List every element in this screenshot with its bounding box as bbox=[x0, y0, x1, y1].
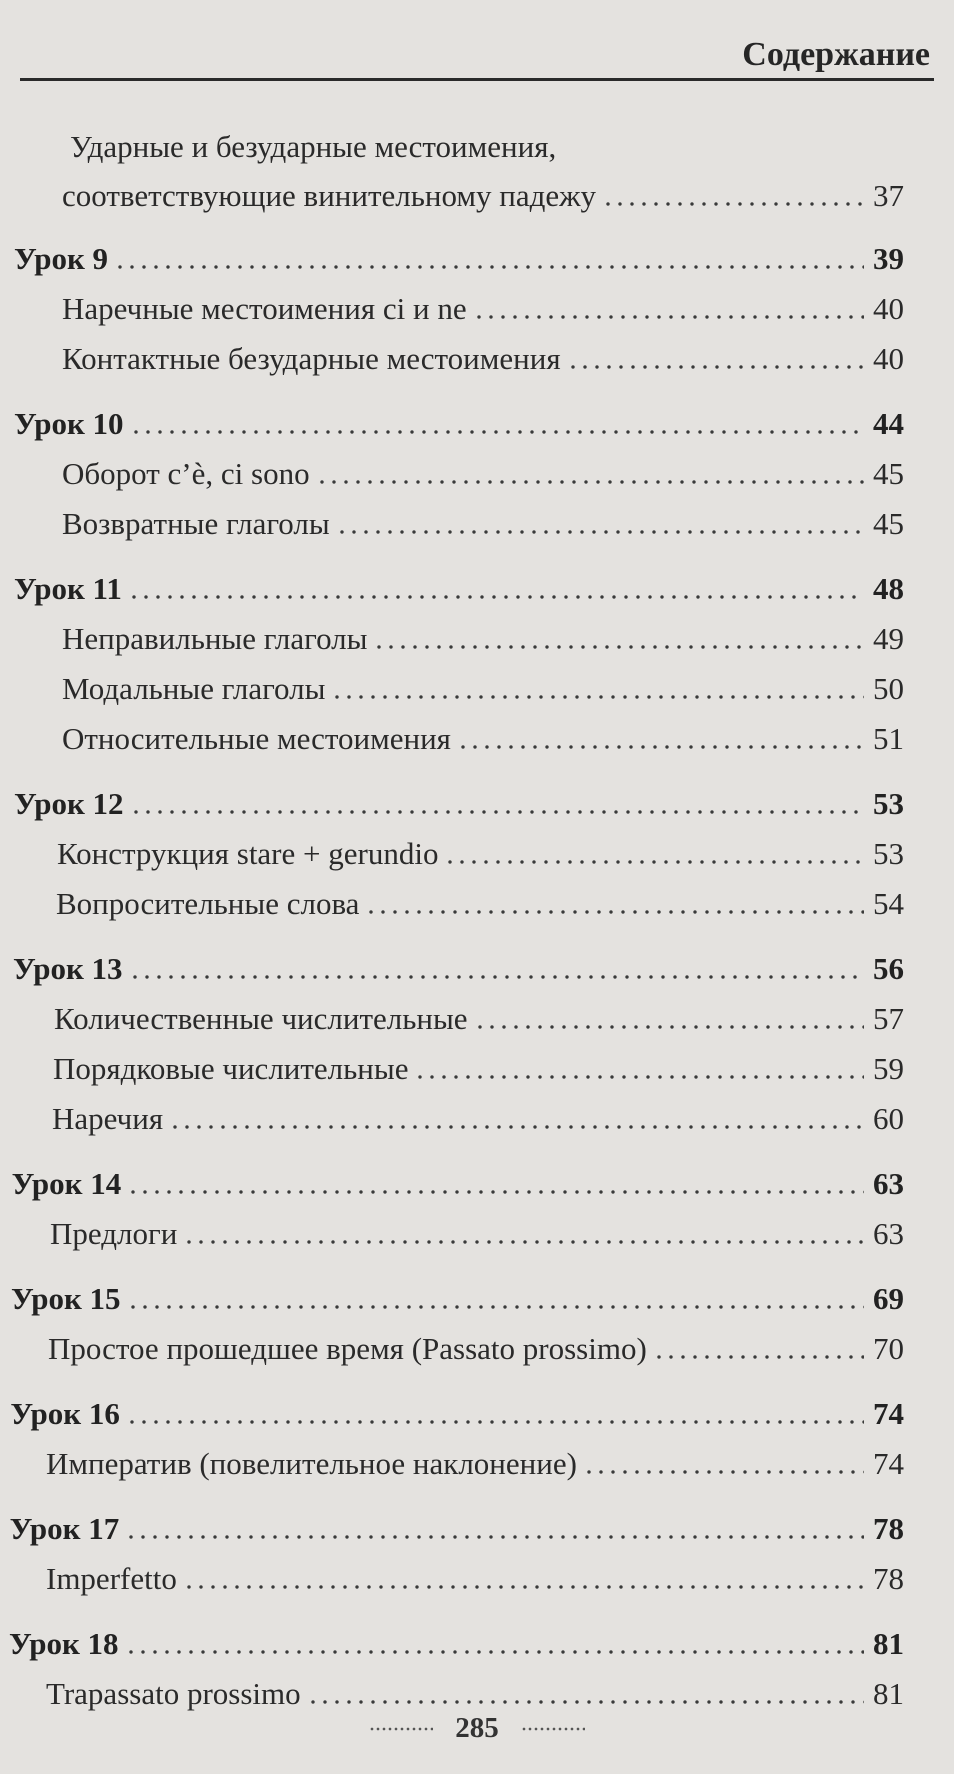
toc-lesson-entry bbox=[12, 1165, 904, 1203]
dot-leader bbox=[365, 910, 864, 914]
dot-leader bbox=[336, 530, 864, 534]
toc-entry-page: 57 bbox=[873, 1001, 904, 1036]
toc-entry-title: Imperfetto bbox=[46, 1561, 177, 1596]
toc-entry-page: 81 bbox=[873, 1626, 904, 1661]
toc-lesson-entry bbox=[11, 1280, 904, 1318]
toc-entry-title: Наречия bbox=[52, 1101, 164, 1136]
toc-entry-title: Урок 9 bbox=[14, 241, 109, 276]
toc-lesson-entry bbox=[9, 1625, 904, 1663]
toc-entry-title: Предлоги bbox=[50, 1216, 178, 1251]
toc-entry-page: 74 bbox=[873, 1396, 904, 1431]
toc-topic-entry bbox=[62, 720, 904, 758]
toc-entry-page: 81 bbox=[873, 1676, 904, 1711]
toc-entry-page: 53 bbox=[873, 786, 904, 821]
continued-topic-line: Ударные и безударные местоимения, bbox=[70, 129, 557, 164]
toc-topic-entry bbox=[57, 835, 904, 873]
toc-entry-page: 37 bbox=[873, 178, 904, 213]
dot-leader bbox=[444, 860, 864, 864]
toc-entry-title: Контактные безударные местоимения bbox=[62, 341, 561, 376]
toc-lesson-entry bbox=[14, 785, 904, 823]
toc-entry-page: 45 bbox=[873, 456, 904, 491]
toc-lesson-entry bbox=[10, 1510, 904, 1548]
toc-entry-page: 44 bbox=[873, 406, 904, 441]
toc-topic-entry bbox=[53, 1050, 904, 1088]
toc-topic-entry bbox=[62, 340, 904, 378]
toc-topic-entry bbox=[62, 620, 904, 658]
toc-topic-entry bbox=[48, 1330, 904, 1368]
toc-entry-title: Порядковые числительные bbox=[53, 1051, 409, 1086]
dot-leader bbox=[653, 1355, 864, 1359]
toc-entry-page: 54 bbox=[873, 886, 904, 921]
toc-entry-title: Императив (повелительное наклонение) bbox=[46, 1446, 577, 1481]
toc-topic-entry bbox=[46, 1445, 904, 1483]
toc-entry-page: 51 bbox=[873, 721, 904, 756]
toc-entry-title: Относительные местоимения bbox=[62, 721, 451, 756]
toc-entry-page: 63 bbox=[873, 1166, 904, 1201]
toc-entry-page: 50 bbox=[873, 671, 904, 706]
dot-leader bbox=[373, 645, 864, 649]
toc-entry-title: Наречные местоимения ci и ne bbox=[62, 291, 467, 326]
dot-leader bbox=[114, 265, 864, 269]
toc-entry-title: Урок 10 bbox=[14, 406, 124, 441]
toc-entry-title: Оборот c’è, ci sono bbox=[62, 456, 310, 491]
dot-leader bbox=[169, 1125, 864, 1129]
toc-entry-title: Количественные числительные bbox=[54, 1001, 468, 1036]
dot-leader bbox=[127, 1190, 864, 1194]
toc-entry-page: 70 bbox=[873, 1331, 904, 1366]
dot-leader bbox=[307, 1700, 864, 1704]
dot-leader bbox=[129, 975, 864, 979]
dot-leader bbox=[316, 480, 864, 484]
toc-lesson-entry bbox=[14, 405, 904, 443]
toc-entry-title: Урок 18 bbox=[9, 1626, 119, 1661]
toc-entry-page: 63 bbox=[873, 1216, 904, 1251]
toc-entry-title: Неправильные глаголы bbox=[62, 621, 368, 656]
toc-entry-page: 69 bbox=[873, 1281, 904, 1316]
toc-entry-title: Модальные глаголы bbox=[62, 671, 326, 706]
dot-leader bbox=[474, 1025, 864, 1029]
toc-entry-title: Урок 16 bbox=[10, 1396, 120, 1431]
toc-topic-entry bbox=[62, 505, 904, 543]
toc-entry-title: Простое прошедшее время (Passato prossimo) bbox=[48, 1331, 647, 1366]
toc-entry-page: 78 bbox=[873, 1561, 904, 1596]
header-rule bbox=[20, 78, 934, 81]
toc-lesson-entry bbox=[10, 1395, 904, 1433]
running-header: Содержание bbox=[742, 36, 930, 73]
toc-entry-page: 40 bbox=[873, 291, 904, 326]
toc-topic-entry bbox=[52, 1100, 904, 1138]
dot-leader bbox=[331, 695, 864, 699]
toc-entry-title: Урок 14 bbox=[11, 1166, 122, 1201]
dot-leader bbox=[130, 430, 864, 434]
footer-right-dots bbox=[521, 1727, 585, 1731]
toc-topic-entry bbox=[46, 1675, 904, 1713]
page-footer bbox=[0, 1712, 954, 1745]
toc-entry-title: Возвратные глаголы bbox=[62, 506, 330, 541]
toc-lesson-entry bbox=[14, 570, 904, 608]
dot-leader bbox=[127, 1305, 864, 1309]
toc-topic-entry bbox=[46, 1560, 904, 1598]
toc-topic-entry bbox=[56, 885, 904, 923]
toc-lesson-entry bbox=[14, 240, 904, 278]
toc-entry-page: 59 bbox=[873, 1051, 904, 1086]
dot-leader bbox=[567, 365, 864, 369]
toc-entry-title: Урок 17 bbox=[9, 1511, 120, 1546]
toc-topic-entry bbox=[54, 1000, 904, 1038]
toc-entry-page: 40 bbox=[873, 341, 904, 376]
toc-topic-entry bbox=[50, 1215, 904, 1253]
toc-entry-page: 60 bbox=[873, 1101, 904, 1136]
toc-entry-page: 49 bbox=[873, 621, 904, 656]
page-number: 285 bbox=[455, 1712, 499, 1744]
dot-leader bbox=[125, 1535, 864, 1539]
dot-leader bbox=[473, 315, 864, 319]
toc-topic-entry bbox=[62, 455, 904, 493]
dot-leader bbox=[183, 1240, 864, 1244]
dot-leader bbox=[183, 1585, 864, 1589]
toc-entry-title: Вопросительные слова bbox=[56, 886, 360, 921]
toc-entry-page: 78 bbox=[873, 1511, 904, 1546]
dot-leader bbox=[130, 810, 864, 814]
toc-topic-entry bbox=[62, 290, 904, 328]
toc-topic-entry bbox=[62, 177, 904, 215]
dot-leader bbox=[125, 1650, 864, 1654]
toc-entry-page: 45 bbox=[873, 506, 904, 541]
dot-leader bbox=[128, 595, 864, 599]
toc-entry-title: Урок 13 bbox=[13, 951, 123, 986]
dot-leader bbox=[457, 745, 864, 749]
dot-leader bbox=[414, 1075, 864, 1079]
toc-entry-page: 74 bbox=[873, 1446, 904, 1481]
toc-entry-title: Урок 15 bbox=[11, 1281, 121, 1316]
toc-entry-title: Конструкция stare + gerundio bbox=[57, 836, 439, 871]
toc-entry-title: соответствующие винительному падежу bbox=[62, 178, 597, 213]
dot-leader bbox=[602, 202, 864, 206]
toc-entry-page: 56 bbox=[873, 951, 904, 986]
dot-leader bbox=[583, 1470, 864, 1474]
toc-entry-page: 53 bbox=[873, 836, 904, 871]
toc-entry-title: Trapassato prossimo bbox=[46, 1676, 301, 1711]
toc-entry-title: Урок 11 bbox=[14, 571, 122, 606]
toc-entry-page: 48 bbox=[873, 571, 904, 606]
toc-topic-entry bbox=[62, 670, 904, 708]
toc-lesson-entry bbox=[13, 950, 904, 988]
toc-entry-page: 39 bbox=[873, 241, 904, 276]
dot-leader bbox=[126, 1420, 864, 1424]
footer-left-dots bbox=[369, 1727, 433, 1731]
toc-entry-title: Урок 12 bbox=[14, 786, 124, 821]
